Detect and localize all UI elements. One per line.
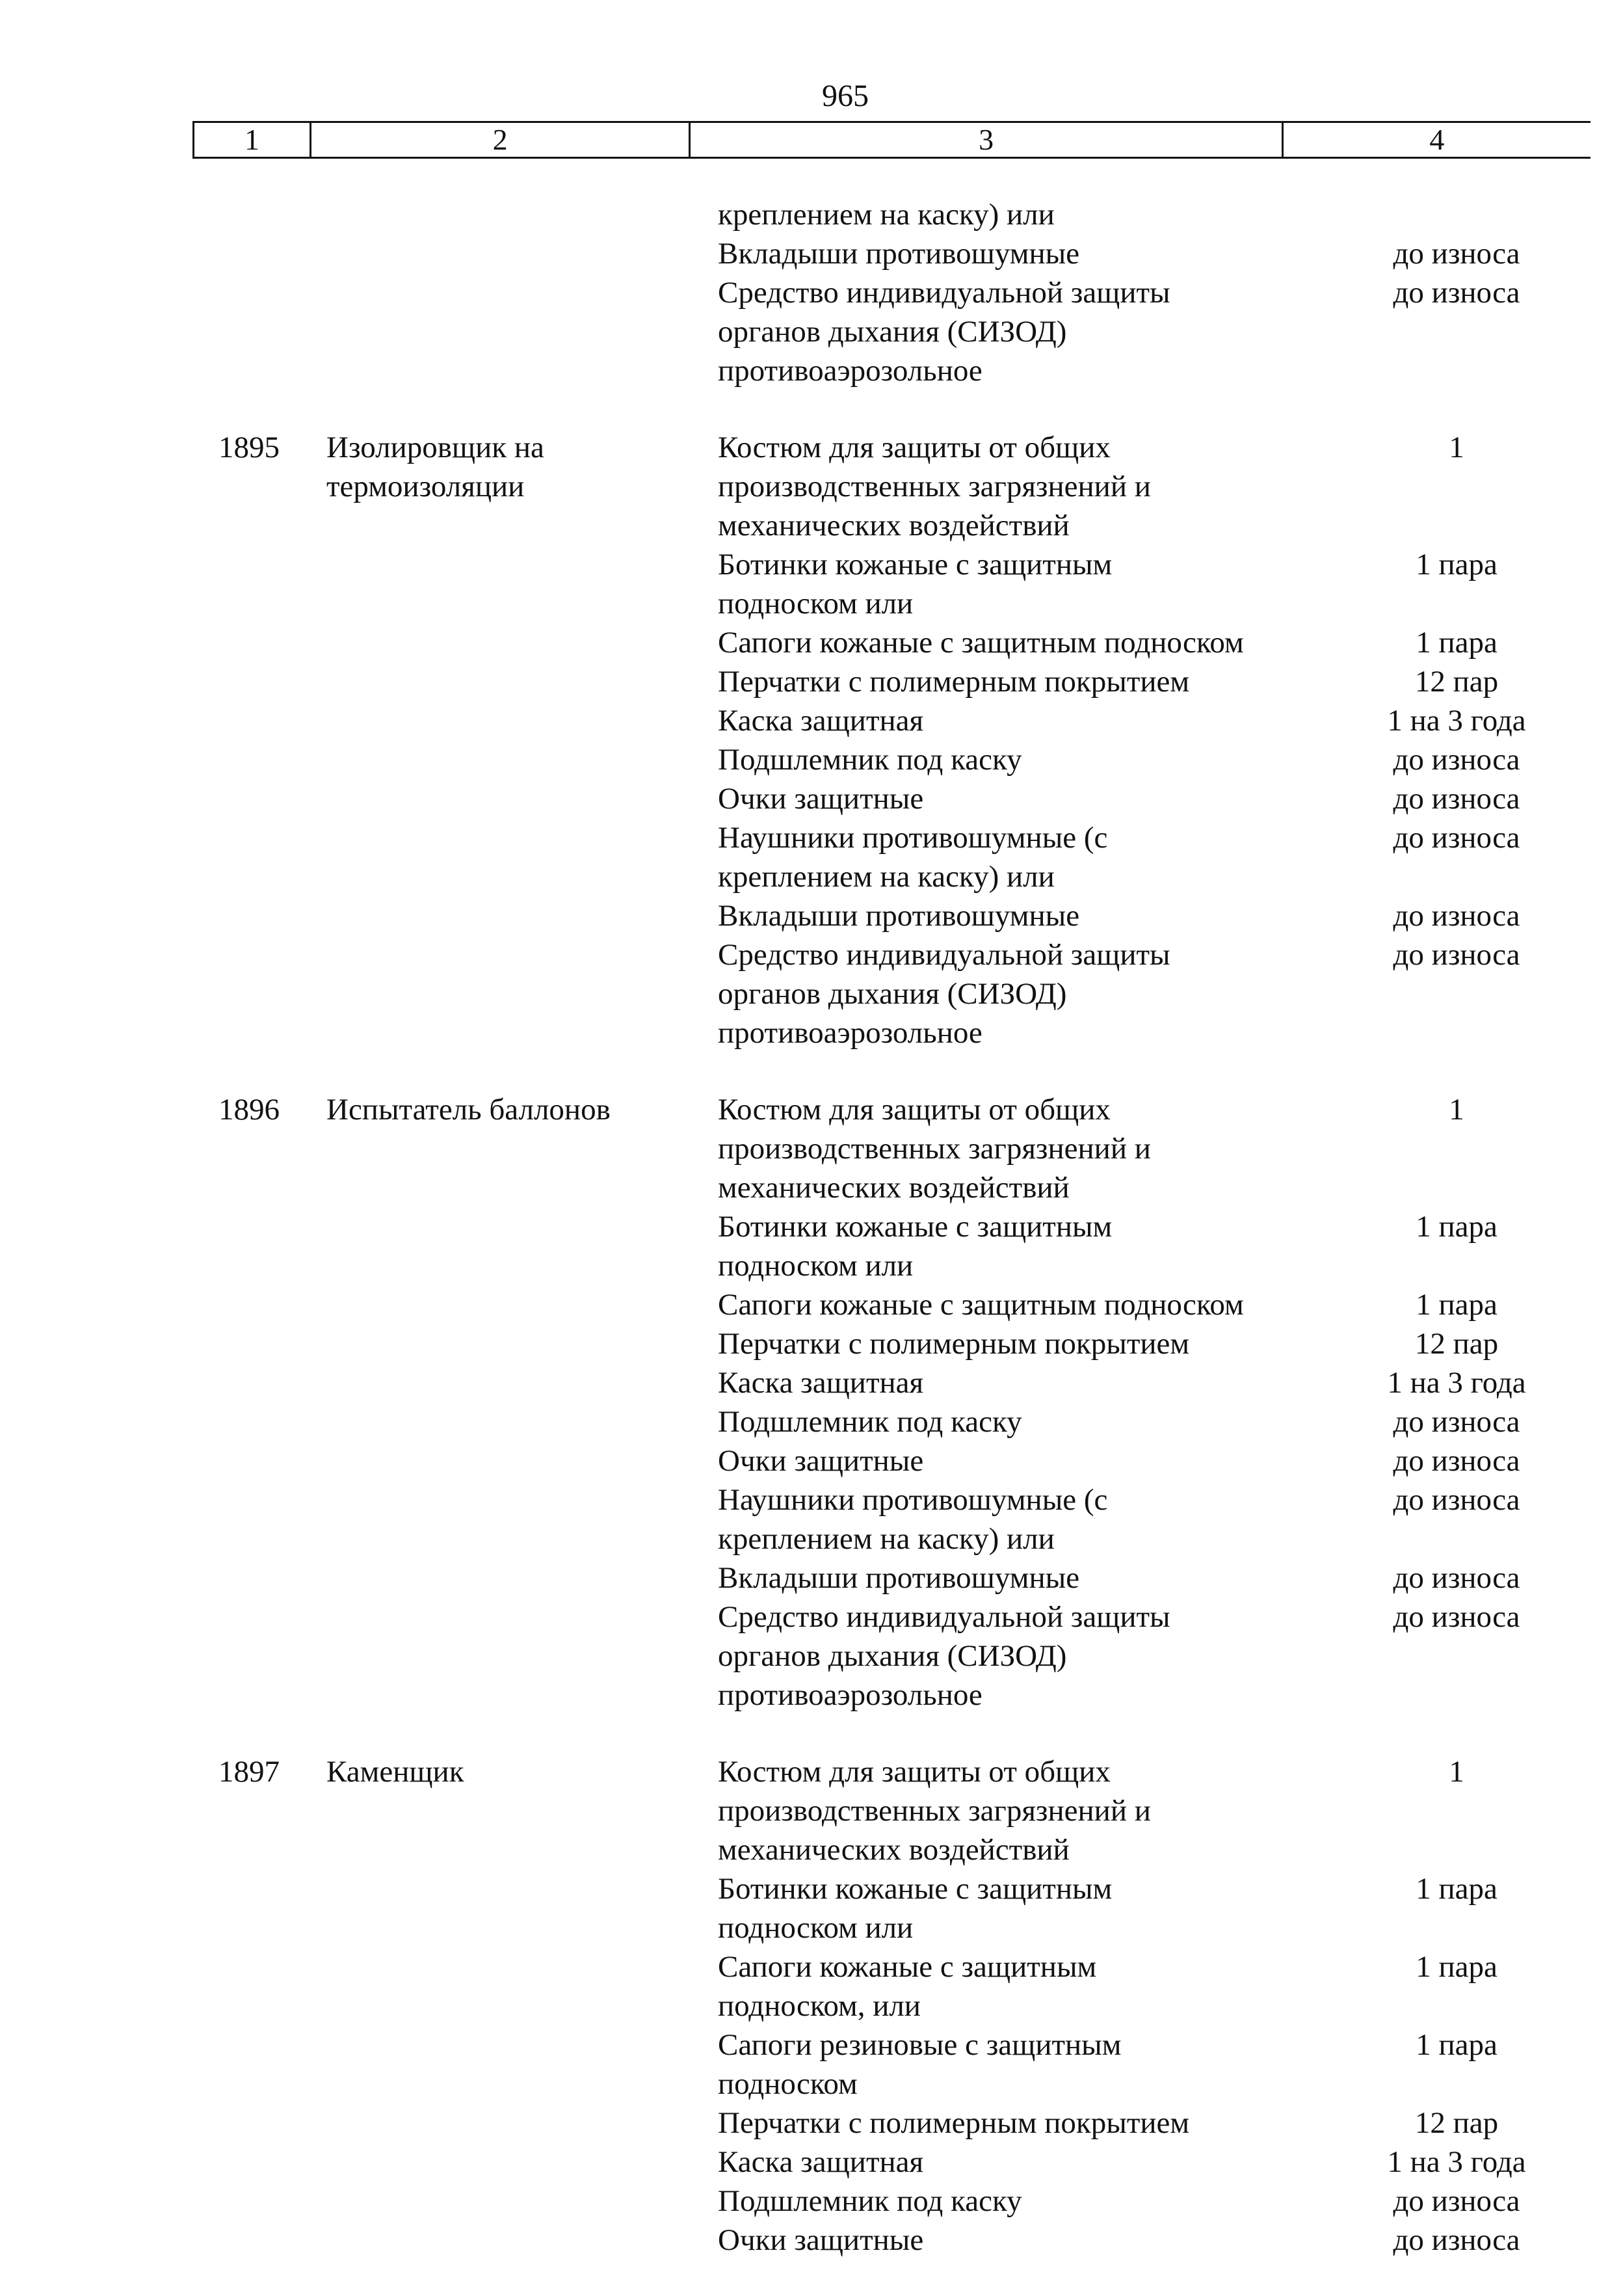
norm-text: 1 пара [1416, 626, 1498, 660]
norm-text: до износа [1393, 1561, 1520, 1595]
item-line [0, 1830, 1623, 1869]
entry-block [0, 1752, 1623, 2260]
item-line [0, 467, 1623, 506]
item-text: производственных загрязнений и [718, 1794, 1151, 1828]
item-text: органов дыхания (СИЗОД) [718, 977, 1067, 1011]
item-line [0, 234, 1623, 273]
item-line [0, 428, 1623, 467]
item-text: производственных загрязнений и [718, 470, 1151, 503]
item-line [0, 1013, 1623, 1052]
item-text: креплением на каску) или [718, 1522, 1055, 1556]
norm-text: до износа [1393, 2184, 1520, 2218]
item-line [0, 2025, 1623, 2064]
norm-text: 1 пара [1416, 1288, 1498, 1322]
norm-text: до износа [1393, 938, 1520, 972]
column-header-2: 2 [310, 122, 690, 158]
item-text: креплением на каску) или [718, 860, 1055, 894]
profession-name: термоизоляции [326, 470, 525, 503]
item-text: подноском, или [718, 1989, 921, 2023]
item-text: органов дыхания (СИЗОД) [718, 315, 1067, 349]
item-text: противоаэрозольное [718, 354, 983, 388]
item-line [0, 2182, 1623, 2221]
item-text: Костюм для защиты от общих [718, 1093, 1111, 1127]
page-number: 965 [822, 79, 869, 113]
item-line [0, 1636, 1623, 1675]
item-line [0, 779, 1623, 818]
item-text: Перчатки с полимерным покрытием [718, 665, 1190, 699]
item-text: механических воздействий [718, 1833, 1070, 1867]
norm-text: до износа [1393, 1483, 1520, 1517]
item-line [0, 1986, 1623, 2025]
entry-number: 1895 [218, 431, 280, 464]
item-text: Подшлемник под каску [718, 743, 1022, 777]
item-line [0, 1558, 1623, 1597]
entry-spacer [0, 1052, 1623, 1090]
item-text: подноском или [718, 587, 914, 621]
item-text: Ботинки кожаные с защитным [718, 1872, 1113, 1906]
column-header-row [194, 122, 1591, 158]
item-text: Вкладыши противошумные [718, 237, 1080, 271]
item-line [0, 273, 1623, 312]
item-line [0, 1597, 1623, 1636]
item-line [0, 857, 1623, 896]
item-line [0, 623, 1623, 662]
item-text: Сапоги кожаные с защитным подноском [718, 1288, 1244, 1322]
item-text: Средство индивидуальной защиты [718, 276, 1170, 310]
profession-name: Изолировщик на [326, 431, 544, 464]
item-text: подноском [718, 2067, 858, 2101]
norm-text: 12 пар [1414, 665, 1499, 699]
norm-text: до износа [1393, 782, 1520, 816]
norm-text: 1 пара [1416, 1210, 1498, 1244]
item-line [0, 1207, 1623, 1246]
item-line [0, 2142, 1623, 2182]
norm-text: 1 [1449, 1755, 1464, 1789]
item-line [0, 312, 1623, 351]
item-text: производственных загрязнений и [718, 1132, 1151, 1166]
entry-spacer [0, 1715, 1623, 1752]
norm-text: до износа [1393, 1444, 1520, 1478]
item-text: механических воздействий [718, 509, 1070, 542]
item-text: Костюм для защиты от общих [718, 1755, 1111, 1789]
norm-text: 1 на 3 года [1387, 1366, 1526, 1400]
item-text: Ботинки кожаные с защитным [718, 548, 1113, 581]
item-text: Костюм для защиты от общих [718, 431, 1111, 464]
norm-text: 1 [1449, 1093, 1464, 1127]
norm-text: 1 пара [1416, 1872, 1498, 1906]
norm-text: до износа [1393, 743, 1520, 777]
item-line [0, 2103, 1623, 2142]
item-text: Средство индивидуальной защиты [718, 1600, 1170, 1634]
norm-text: 1 пара [1416, 2028, 1498, 2062]
item-line [0, 818, 1623, 857]
norm-text: до износа [1393, 1405, 1520, 1439]
column-header-3: 3 [690, 122, 1282, 158]
entry-number: 1896 [218, 1093, 280, 1127]
item-line [0, 662, 1623, 701]
item-text: Каска защитная [718, 1366, 924, 1400]
item-text: механических воздействий [718, 1171, 1070, 1205]
norm-text: до износа [1393, 1600, 1520, 1634]
item-text: Перчатки с полимерным покрытием [718, 1327, 1190, 1361]
item-line [0, 1869, 1623, 1908]
item-line [0, 1675, 1623, 1715]
profession-name: Испытатель баллонов [326, 1093, 611, 1127]
item-line [0, 2064, 1623, 2103]
norm-text: до износа [1393, 821, 1520, 855]
item-line [0, 1285, 1623, 1324]
norm-text: 1 пара [1416, 548, 1498, 581]
item-line [0, 740, 1623, 779]
item-line [0, 1324, 1623, 1363]
item-line [0, 1363, 1623, 1402]
profession-name: Каменщик [326, 1755, 464, 1789]
item-text: подноском или [718, 1249, 914, 1283]
item-line [0, 1752, 1623, 1791]
entry-block [0, 428, 1623, 1052]
item-text: Наушники противошумные (с [718, 1483, 1108, 1517]
continuation-block [0, 195, 1623, 390]
norm-text: до износа [1393, 237, 1520, 271]
item-text: органов дыхания (СИЗОД) [718, 1639, 1067, 1673]
item-line [0, 1480, 1623, 1519]
entry-number: 1897 [218, 1755, 280, 1789]
item-text: Наушники противошумные (с [718, 821, 1108, 855]
norm-text: 1 на 3 года [1387, 2145, 1526, 2179]
item-text: Средство индивидуальной защиты [718, 938, 1170, 972]
item-line [0, 1090, 1623, 1129]
item-text: Ботинки кожаные с защитным [718, 1210, 1113, 1244]
item-text: Вкладыши противошумные [718, 899, 1080, 933]
item-text: Сапоги резиновые с защитным [718, 2028, 1122, 2062]
table-body [0, 195, 1623, 2260]
norm-text: 1 [1449, 431, 1464, 464]
norm-text: до износа [1393, 276, 1520, 310]
norm-text: 1 на 3 года [1387, 704, 1526, 738]
item-line [0, 1168, 1623, 1207]
item-text: противоаэрозольное [718, 1678, 983, 1712]
item-line [0, 1908, 1623, 1947]
column-header-1: 1 [194, 122, 311, 158]
item-text: Очки защитные [718, 782, 924, 816]
item-line [0, 195, 1623, 234]
item-line [0, 701, 1623, 740]
item-line [0, 2221, 1623, 2260]
item-line [0, 1246, 1623, 1285]
item-text: Очки защитные [718, 1444, 924, 1478]
item-line [0, 1791, 1623, 1830]
item-line [0, 545, 1623, 584]
item-text: Перчатки с полимерным покрытием [718, 2106, 1190, 2140]
column-header-4: 4 [1282, 122, 1590, 158]
item-text: Каска защитная [718, 2145, 924, 2179]
item-text: Подшлемник под каску [718, 2184, 1022, 2218]
item-line [0, 351, 1623, 390]
item-text: Сапоги кожаные с защитным [718, 1950, 1097, 1984]
item-text: Вкладыши противошумные [718, 1561, 1080, 1595]
item-text: креплением на каску) или [718, 198, 1055, 232]
item-text: Подшлемник под каску [718, 1405, 1022, 1439]
norm-text: до износа [1393, 899, 1520, 933]
norm-text: 12 пар [1414, 1327, 1499, 1361]
item-line [0, 584, 1623, 623]
item-text: противоаэрозольное [718, 1016, 983, 1050]
norm-text: до износа [1393, 2223, 1520, 2257]
column-header-table [192, 121, 1590, 159]
item-text: Каска защитная [718, 704, 924, 738]
norm-text: 12 пар [1414, 2106, 1499, 2140]
item-text: подноском или [718, 1911, 914, 1945]
item-line [0, 974, 1623, 1013]
entry-block [0, 1090, 1623, 1715]
item-line [0, 935, 1623, 974]
item-line [0, 1519, 1623, 1558]
item-line [0, 896, 1623, 935]
item-line [0, 506, 1623, 545]
item-text: Очки защитные [718, 2223, 924, 2257]
norm-text: 1 пара [1416, 1950, 1498, 1984]
item-text: Сапоги кожаные с защитным подноском [718, 626, 1244, 660]
item-line [0, 1947, 1623, 1986]
item-line [0, 1402, 1623, 1441]
item-line [0, 1441, 1623, 1480]
item-line [0, 1129, 1623, 1168]
entry-spacer [0, 390, 1623, 428]
